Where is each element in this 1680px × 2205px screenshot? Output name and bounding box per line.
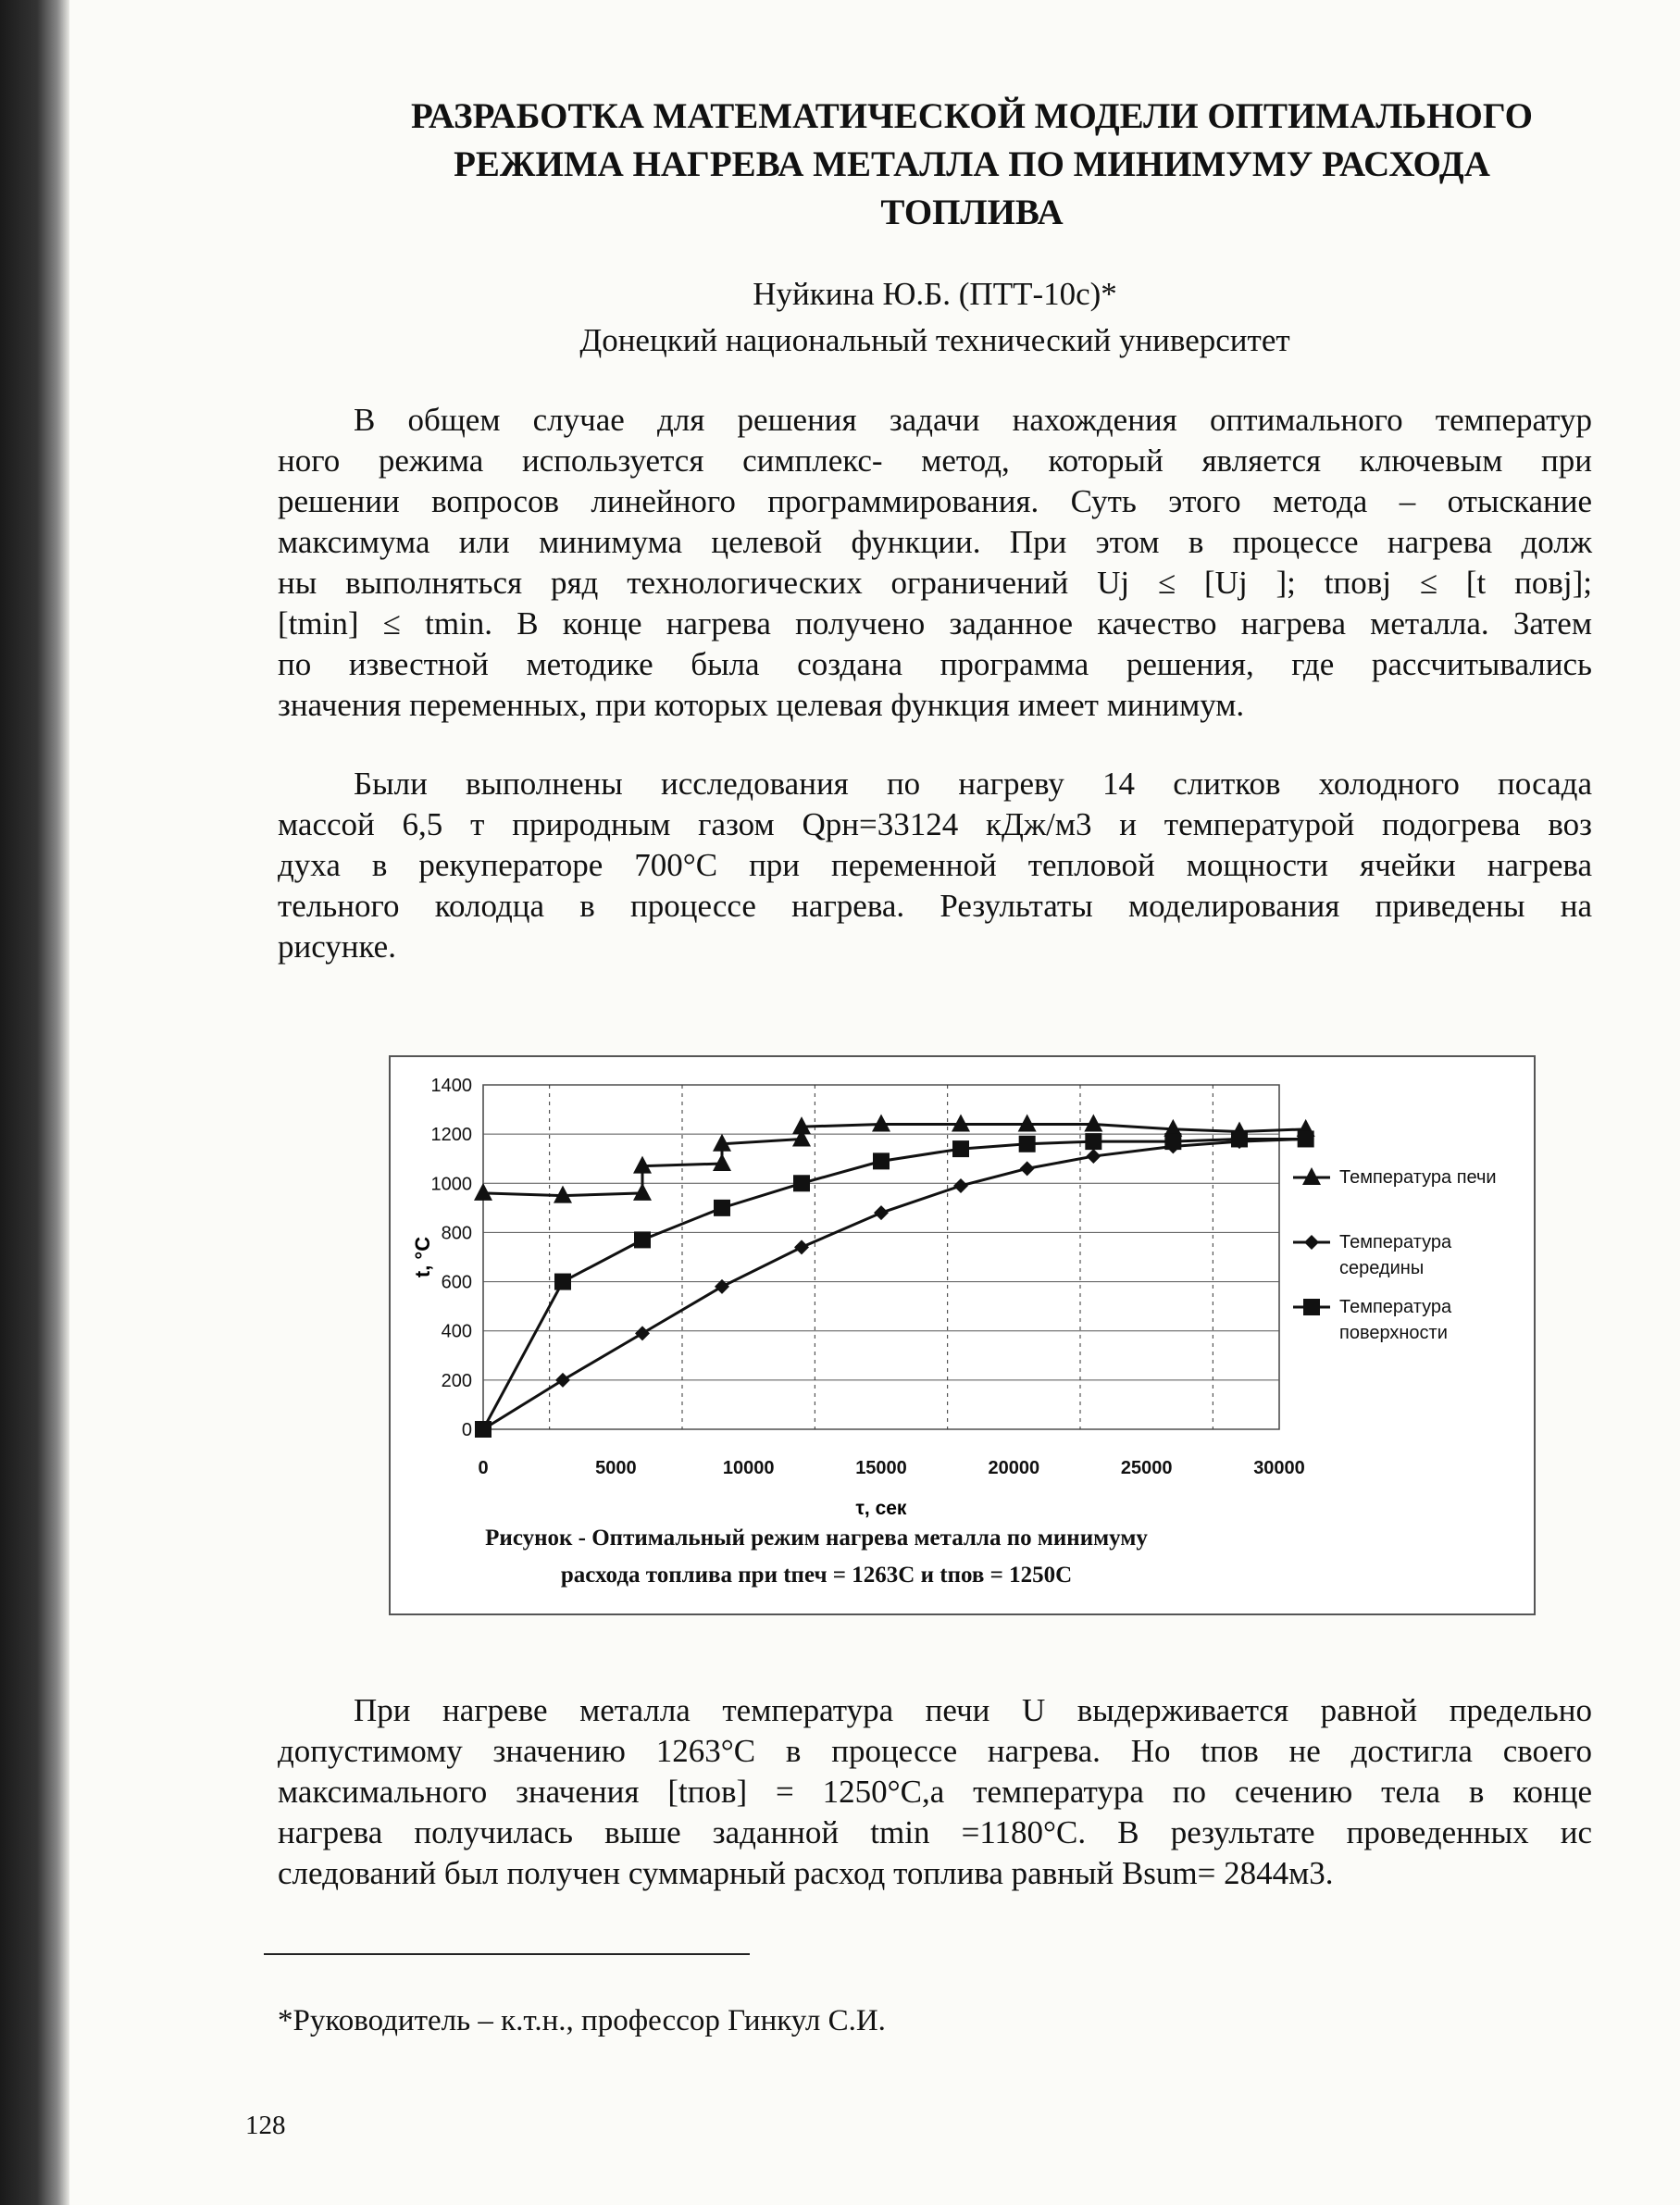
para1-line: максимума или минимума целевой функции. При этом в процессе нагрева долж xyxy=(278,524,1592,560)
data-point-3 xyxy=(475,1421,492,1438)
temperature-chart xyxy=(391,1057,1534,1520)
paragraph-3 xyxy=(278,1690,1592,1894)
data-point-3 xyxy=(714,1200,730,1216)
title-line-2: РЕЖИМА НАГРЕВА МЕТАЛЛА ПО МИНИМУМУ РАСХОДА xyxy=(454,144,1490,184)
data-point-1 xyxy=(474,1183,492,1201)
para1-line: В общем случае для решения задачи нахождения оптимального температур xyxy=(354,402,1592,438)
figure-caption xyxy=(391,1520,1242,1594)
author-line: Нуйкина Ю.Б. (ПТТ-10с)* xyxy=(753,276,1117,312)
data-point-3 xyxy=(1231,1130,1248,1147)
para1-line: решении вопросов линейного программирования. Суть этого метода – отыскание xyxy=(278,483,1592,519)
x-tick-label: 25000 xyxy=(1120,1458,1173,1478)
figure-frame xyxy=(389,1055,1536,1615)
legend-entry-furnace: Температура печи xyxy=(1339,1167,1497,1188)
para3-line: При нагреве металла температура печи U выдерживается равной предельно xyxy=(354,1692,1592,1728)
para2-line: Были выполнены исследования по нагреву 14 слитков холодного посада xyxy=(354,766,1592,802)
paragraph-1 xyxy=(278,400,1592,726)
data-point-3 xyxy=(554,1274,571,1290)
para1-line: значения переменных, при которых целевая функция имеет минимум. xyxy=(278,687,1245,723)
data-point-3 xyxy=(793,1175,810,1191)
institution-line: Донецкий национальный технический университет xyxy=(579,322,1290,358)
title-line-1: РАЗРАБОТКА МАТЕМАТИЧЕСКОЙ МОДЕЛИ ОПТИМАЛЬНОГО xyxy=(410,96,1534,136)
data-point-1 xyxy=(713,1153,731,1171)
series-line-2 xyxy=(483,1139,1306,1429)
plot-area-frame xyxy=(483,1085,1279,1429)
para3-line: допустимому значению 1263°С в процессе нагрева. Но tпов не достигла своего xyxy=(278,1733,1592,1769)
footnote: *Руководитель – к.т.н., профессор Гинкул С.И. xyxy=(278,2004,886,2037)
y-tick-label: 0 xyxy=(461,1420,472,1440)
footnote-separator xyxy=(264,1953,750,1955)
para1-line: по известной методике была создана программа решения, где рассчитывались xyxy=(278,646,1592,682)
data-point-3 xyxy=(1298,1130,1314,1147)
caption-line-1: Рисунок - Оптимальный режим нагрева металла по минимуму xyxy=(485,1526,1148,1551)
y-tick-label: 200 xyxy=(441,1370,472,1391)
legend-marker-3 xyxy=(1303,1299,1320,1315)
x-tick-label: 5000 xyxy=(595,1458,637,1478)
data-point-2 xyxy=(1086,1149,1101,1164)
data-point-2 xyxy=(555,1373,570,1388)
legend-entry-surface: Температура поверхности xyxy=(1339,1297,1452,1343)
data-point-2 xyxy=(1020,1161,1035,1176)
para1-line: ны выполняться ряд технологических ограничений Uj ≤ [Uj ]; tповj ≤ [t повj]; xyxy=(278,565,1592,601)
data-point-2 xyxy=(635,1326,650,1340)
para3-line: нагрева получилась выше заданной tmin =1180°С. В результате проведенных ис xyxy=(278,1814,1592,1850)
y-tick-label: 400 xyxy=(441,1321,472,1342)
data-point-2 xyxy=(874,1205,889,1220)
legend-marker-2 xyxy=(1304,1235,1319,1250)
data-point-2 xyxy=(794,1240,809,1254)
y-tick-label: 600 xyxy=(441,1272,472,1293)
y-tick-label: 1200 xyxy=(430,1125,472,1146)
data-point-3 xyxy=(1164,1133,1181,1150)
x-tick-label: 20000 xyxy=(988,1458,1040,1478)
data-point-3 xyxy=(634,1231,651,1248)
para2-line: массой 6,5 т природным газом Qрн=33124 кДж/м3 и температурой подогрева воз xyxy=(278,806,1592,842)
para3-line: максимального значения [tпов] = 1250°С,а температура по сечению тела в конце xyxy=(278,1774,1592,1810)
x-tick-label: 30000 xyxy=(1253,1458,1305,1478)
para2-line: духа в рекуператоре 700°С при переменной тепловой мощности ячейки нагрева xyxy=(278,847,1592,883)
series-line-3 xyxy=(483,1139,1306,1429)
data-point-1 xyxy=(633,1183,652,1201)
data-point-3 xyxy=(1019,1136,1036,1152)
y-axis-label: t, °С xyxy=(411,1236,434,1278)
para3-line: следований был получен суммарный расход топлива равный Bsum= 2844м3. xyxy=(278,1855,1334,1891)
y-tick-label: 800 xyxy=(441,1223,472,1244)
legend-entry-middle: Температура середины xyxy=(1339,1232,1452,1278)
data-point-3 xyxy=(1085,1133,1101,1150)
x-tick-label: 0 xyxy=(478,1458,489,1478)
paragraph-2 xyxy=(278,764,1592,967)
page-number: 128 xyxy=(245,2111,286,2140)
article-title xyxy=(361,93,1583,237)
book-spine-shadow xyxy=(0,0,69,2205)
title-line-3: ТОПЛИВА xyxy=(880,193,1064,232)
para2-line: тельного колодца в процессе нагрева. Результаты моделирования приведены на xyxy=(278,888,1592,924)
para2-line: рисунке. xyxy=(278,928,396,965)
y-tick-label: 1400 xyxy=(430,1076,472,1096)
data-point-3 xyxy=(952,1140,969,1157)
caption-line-2: расхода топлива при tпеч = 1263С и tпов = 1250С xyxy=(560,1563,1073,1588)
y-tick-label: 1000 xyxy=(430,1174,472,1195)
x-axis-label: τ, сек xyxy=(855,1498,907,1519)
x-tick-label: 15000 xyxy=(855,1458,907,1478)
para1-line: ного режима используется симплекс- метод, который является ключевым при xyxy=(278,442,1592,479)
para1-line: [tmin] ≤ tmin. В конце нагрева получено заданное качество нагрева металла. Затем xyxy=(278,605,1592,642)
data-point-3 xyxy=(873,1152,890,1169)
data-point-2 xyxy=(953,1178,968,1193)
x-tick-label: 10000 xyxy=(722,1458,775,1478)
